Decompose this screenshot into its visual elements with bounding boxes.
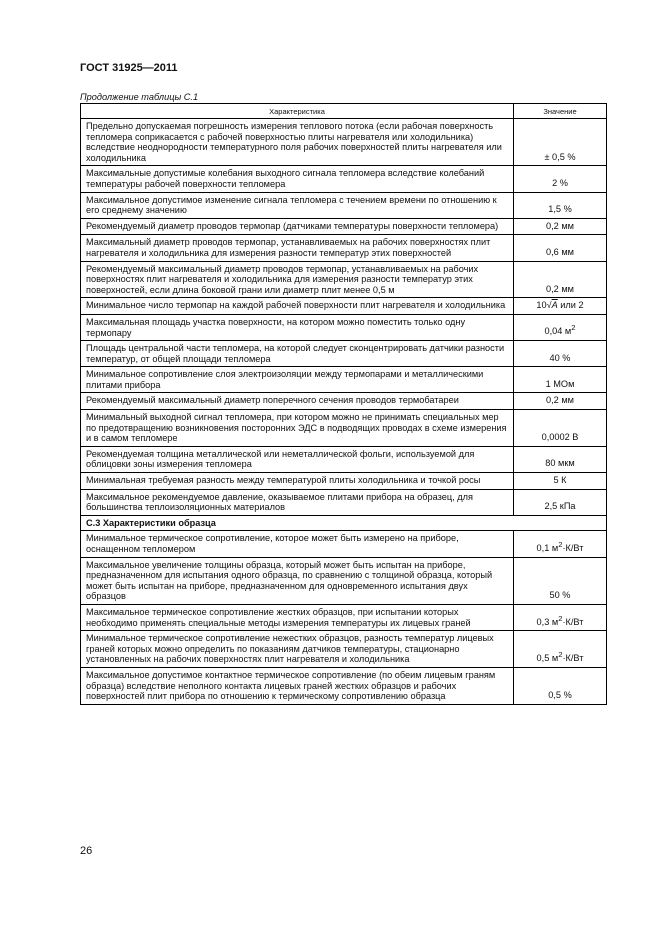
characteristic-value — [514, 557, 607, 604]
table-row — [81, 166, 607, 192]
characteristic-text: Площадь центральной части тепломера, на которой следует сконцентрировать датчики разности температур, от общей площади тепломера — [81, 341, 514, 367]
characteristic-value — [514, 218, 607, 235]
characteristic-text: Максимальные допустимые колебания выходного сигнала тепломера вследствие колебаний температуры рабочей поверхности тепломера — [81, 166, 514, 192]
value-text: 80 мкм — [545, 458, 575, 469]
table-row — [81, 218, 607, 235]
characteristic-value — [514, 119, 607, 166]
characteristic-text: Максимальное допустимое контактное термическое сопротивление (по обеим лицевым граням образца) вследствие неполного контакта лицевых граней жестких образцов и рабочих поверхностей плит прибора по отношению к термическому сопротивлению образца — [81, 667, 514, 704]
value-superscript: 2 — [558, 539, 563, 549]
characteristic-value — [514, 314, 607, 340]
value-suffix: ·К/Вт — [562, 653, 584, 664]
characteristic-text: Минимальный выходной сигнал тепломера, при котором можно не принимать специальных мер по предотвращению возникновения посторонних ЭДС в подводящих проводах в схеме измерения и в самом тепломере — [81, 410, 514, 447]
characteristic-text: Минимальная требуемая разность между температурой плиты холодильника и точкой росы — [81, 473, 514, 490]
characteristic-value — [514, 393, 607, 410]
value-text: 0,5 % — [548, 690, 572, 701]
characteristic-value — [514, 410, 607, 447]
value-text: 0,6 мм — [546, 246, 574, 257]
value-suffix: ·К/Вт — [562, 616, 584, 627]
value-text: 0,5 м — [536, 653, 559, 664]
table-row — [81, 473, 607, 490]
characteristic-value — [514, 489, 607, 515]
value-text: 2,5 кПа — [544, 501, 576, 512]
column-header-characteristic: Характеристика — [81, 104, 514, 119]
standard-number: ГОСТ 31925—2011 — [80, 62, 178, 74]
square-root-icon: √ — [546, 300, 552, 311]
characteristic-text: Максимальное допустимое изменение сигнала тепломера с течением времени по отношению к его среднему значению — [81, 192, 514, 218]
table-row — [81, 489, 607, 515]
characteristic-text: Минимальное число термопар на каждой рабочей поверхности плит нагревателя и холодильника — [81, 298, 514, 315]
table-row — [81, 119, 607, 166]
characteristic-text: Минимальное термическое сопротивление нежестких образцов, разность температур лицевых граней которых можно определить по показаниям датчиков температуры, стационарно установленных на рабочих поверхностях плит нагревателя и холодильника — [81, 631, 514, 668]
table-row — [81, 667, 607, 704]
characteristic-text: Рекомендуемая толщина металлической или неметаллической фольги, используемой для облицовки зоны измерения тепломера — [81, 446, 514, 472]
table-row — [81, 367, 607, 393]
table-row — [81, 261, 607, 298]
characteristic-value — [514, 531, 607, 557]
value-superscript: 2 — [558, 613, 563, 623]
characteristic-value — [514, 473, 607, 490]
characteristic-text: Минимальное термическое сопротивление, которое может быть измерено на приборе, оснащенном тепломером — [81, 531, 514, 557]
value-text: 2 % — [552, 177, 568, 188]
characteristic-text: Рекомендуемый максимальный диаметр поперечного сечения проводов термобатареи — [81, 393, 514, 410]
value-text: ± 0,5 % — [544, 151, 576, 162]
value-text: 1,5 % — [548, 204, 572, 215]
value-text: 1 МОм — [545, 378, 575, 389]
characteristic-text: Рекомендуемый диаметр проводов термопар (датчиками температуры поверхности тепломера) — [81, 218, 514, 235]
characteristic-value — [514, 367, 607, 393]
column-header-value: Значение — [514, 104, 607, 119]
characteristic-value — [514, 166, 607, 192]
table-row — [81, 557, 607, 604]
value-text: 0,1 м — [536, 543, 559, 553]
table-row — [81, 410, 607, 447]
characteristic-value — [514, 261, 607, 298]
characteristic-text: Рекомендуемый максимальный диаметр проводов термопар, устанавливаемых на рабочих поверхностях плит нагревателя и холодильника для измерения разности температур этих поверхностей, если длина боковой грани или диаметр плит менее 0,5 м — [81, 261, 514, 298]
characteristic-text: Предельно допускаемая погрешность измерения теплового потока (если рабочая поверхность тепломера соприкасается с рабочей поверхностью плиты нагревателя или холодильника) вследствие неоднородности температурного поля рабочих поверхностей плиты нагревателя или холодильника — [81, 119, 514, 166]
page-number: 26 — [80, 845, 93, 857]
table-row — [81, 314, 607, 340]
characteristic-value — [514, 446, 607, 472]
value-radicand: A — [551, 300, 558, 311]
table-row — [81, 531, 607, 557]
characteristic-value — [514, 192, 607, 218]
characteristic-text: Минимальное сопротивление слоя электроизоляции между термопарами и металлическими плитами прибора — [81, 367, 514, 393]
value-superscript: 2 — [558, 650, 563, 660]
table-header-row — [81, 104, 607, 119]
value-prefix: 10 — [536, 300, 547, 311]
table-row — [81, 235, 607, 261]
characteristic-value — [514, 667, 607, 704]
characteristic-value — [514, 604, 607, 630]
table-row — [81, 446, 607, 472]
table-row — [81, 298, 607, 315]
value-text: 0,3 м — [536, 616, 559, 627]
characteristic-text: Максимальное термическое сопротивление жестких образцов, при испытании которых необходимо применять специальные методы измерения температуры их лицевых граней — [81, 604, 514, 630]
characteristic-text: Максимальный диаметр проводов термопар, устанавливаемых на рабочих поверхностях плит нагревателя и холодильника для измерения разности температур этих поверхностей — [81, 235, 514, 261]
value-text: 0,2 мм — [546, 283, 574, 294]
value-suffix: ·К/Вт — [562, 543, 584, 553]
characteristic-value — [514, 235, 607, 261]
table-row — [81, 631, 607, 668]
value-text: 0,0002 В — [541, 432, 579, 443]
table-row — [81, 393, 607, 410]
value-superscript: 2 — [571, 323, 576, 333]
value-text: 5 К — [553, 475, 567, 486]
table-caption: Продолжение таблицы С.1 — [80, 92, 199, 102]
characteristic-text: Максимальная площадь участка поверхности, на котором можно поместить только одну термопару — [81, 314, 514, 340]
value-text: 40 % — [549, 352, 571, 363]
characteristic-value — [514, 631, 607, 668]
value-text: 0,2 мм — [546, 220, 574, 231]
characteristics-table — [80, 103, 607, 705]
section-heading: С.3 Характеристики образца — [81, 515, 607, 531]
characteristic-text: Максимальное рекомендуемое давление, оказываемое плитами прибора на образец, для большинства теплоизоляционных материалов — [81, 489, 514, 515]
value-text: 50 % — [549, 590, 571, 601]
value-text: 0,2 мм — [546, 395, 574, 406]
value-suffix: или 2 — [557, 300, 584, 311]
characteristic-value — [514, 341, 607, 367]
table-row — [81, 515, 607, 531]
table-row — [81, 604, 607, 630]
table-row — [81, 192, 607, 218]
characteristic-value — [514, 298, 607, 315]
value-text: 0,04 м — [544, 326, 572, 337]
characteristic-text: Максимальное увеличение толщины образца, который может быть испытан на приборе, предназначенном для испытания одного образца, по сравнению с толщиной образца, который может быть испытан на приборе, предназначенном для одновременного испытания двух образцов — [81, 557, 514, 604]
table-row — [81, 341, 607, 367]
